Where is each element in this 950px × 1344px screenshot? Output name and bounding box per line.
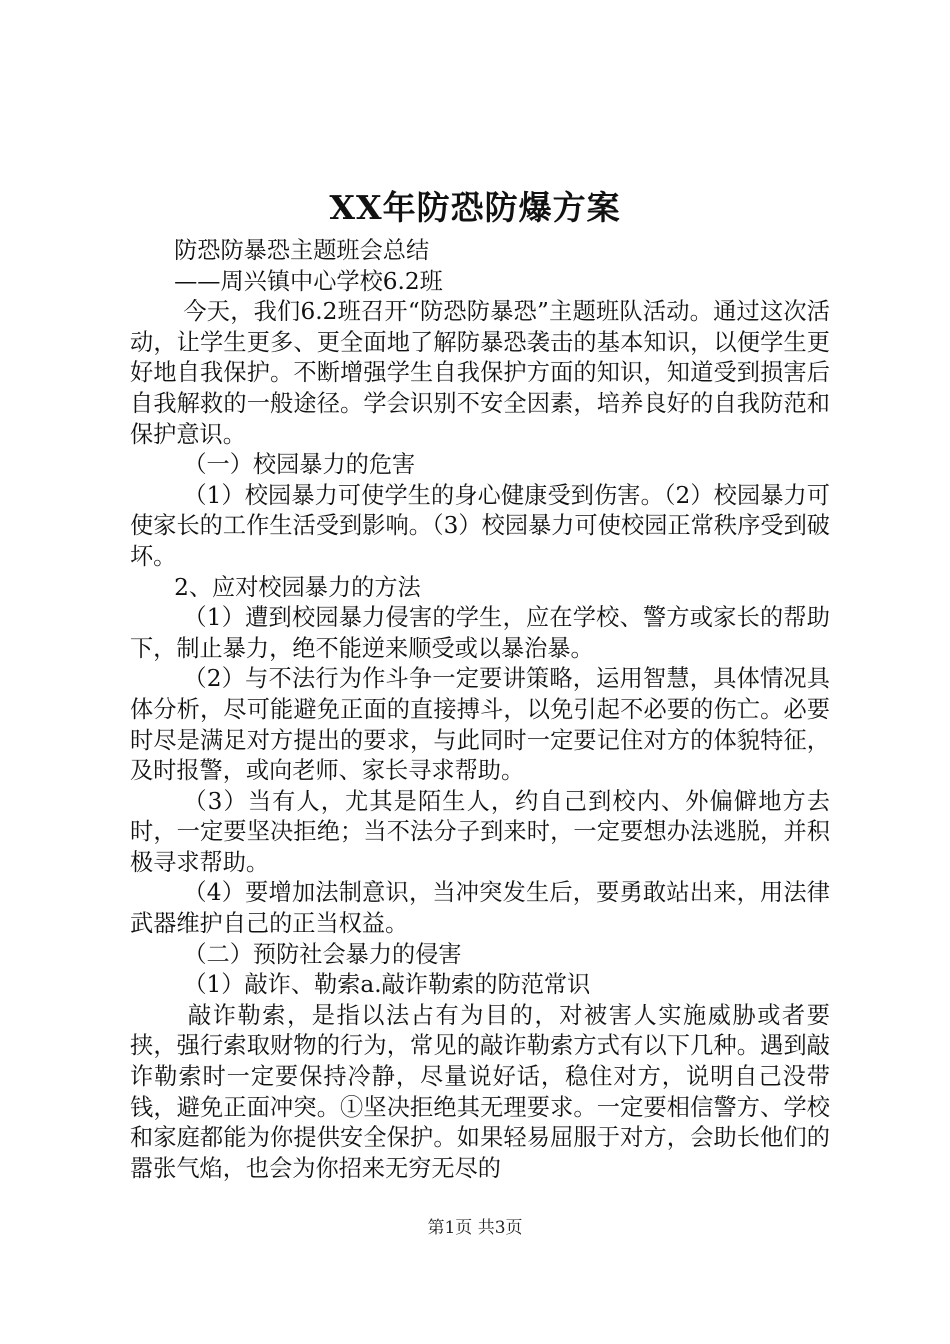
document-body (130, 236, 830, 1184)
paragraph-method-2: （2）与不法行为作斗争一定要讲策略，运用智慧，具体情况具体分析，尽可能避免正面的直接搏斗，以免引起不必要的伤亡。必要时尽是满足对方提出的要求，与此同时一定要记住对方的体貌特征，及时报警，或向老师、家长寻求帮助。 (130, 665, 830, 785)
paragraph-method-3: （3）当有人，尤其是陌生人，约自己到校内、外偏僻地方去时，一定要坚决拒绝；当不法分子到来时，一定要想办法逃脱，并积极寻求帮助。 (130, 787, 830, 876)
section-heading-3: （二）预防社会暴力的侵害 (183, 940, 462, 968)
paragraph-author: ——周兴镇中心学校6.2班 (174, 267, 443, 295)
section-heading-2: 2、应对校园暴力的方法 (174, 573, 421, 601)
document-title: XX年防恐防爆方案 (329, 188, 621, 227)
paragraph-extortion: 敲诈勒索，是指以法占有为目的，对被害人实施威胁或者要挟，强行索取财物的行为，常见的敲诈勒索方式有以下几种。遇到敲诈勒索时一定要保持冷静，尽量说好话，稳住对方，说明自己没带钱，避免正面冲突。①坚决拒绝其无理要求。一定要相信警方、学校和家庭都能为你提供安全保护。如果轻易屈服于对方，会助长他们的嚣张气焰，也会为你招来无穷无尽的 (130, 1001, 830, 1182)
paragraph-subtitle: 防恐防暴恐主题班会总结 (174, 237, 430, 264)
subsection-heading-extortion: （1）敲诈、勒索a.敲诈勒索的防范常识 (183, 971, 591, 999)
paragraph-method-4: （4）要增加法制意识，当冲突发生后，要勇敢站出来，用法律武器维护自己的正当权益。 (130, 879, 830, 938)
page-number-footer: 第1页 共3页 (427, 1218, 523, 1238)
paragraph-method-1: （1）遭到校园暴力侵害的学生，应在学校、警方或家长的帮助下，制止暴力，绝不能逆来顺受或以暴治暴。 (130, 604, 830, 662)
paragraph-intro: 今天，我们6.2班召开“防恐防暴恐”主题班队活动。通过这次活动，让学生更多、更全面地了解防暴恐袭击的基本知识，以便学生更好地自我保护。不断增强学生自我保护方面的知识，知道受到损害后自我解救的一般途径。学会识别不安全因素，培养良好的自我防范和保护意识。 (130, 298, 830, 448)
paragraph-harms: （1）校园暴力可使学生的身心健康受到伤害。（2）校园暴力可使家长的工作生活受到影响。（3）校园暴力可使校园正常秩序受到破坏。 (130, 481, 830, 570)
section-heading-1: （一）校园暴力的危害 (183, 451, 416, 479)
